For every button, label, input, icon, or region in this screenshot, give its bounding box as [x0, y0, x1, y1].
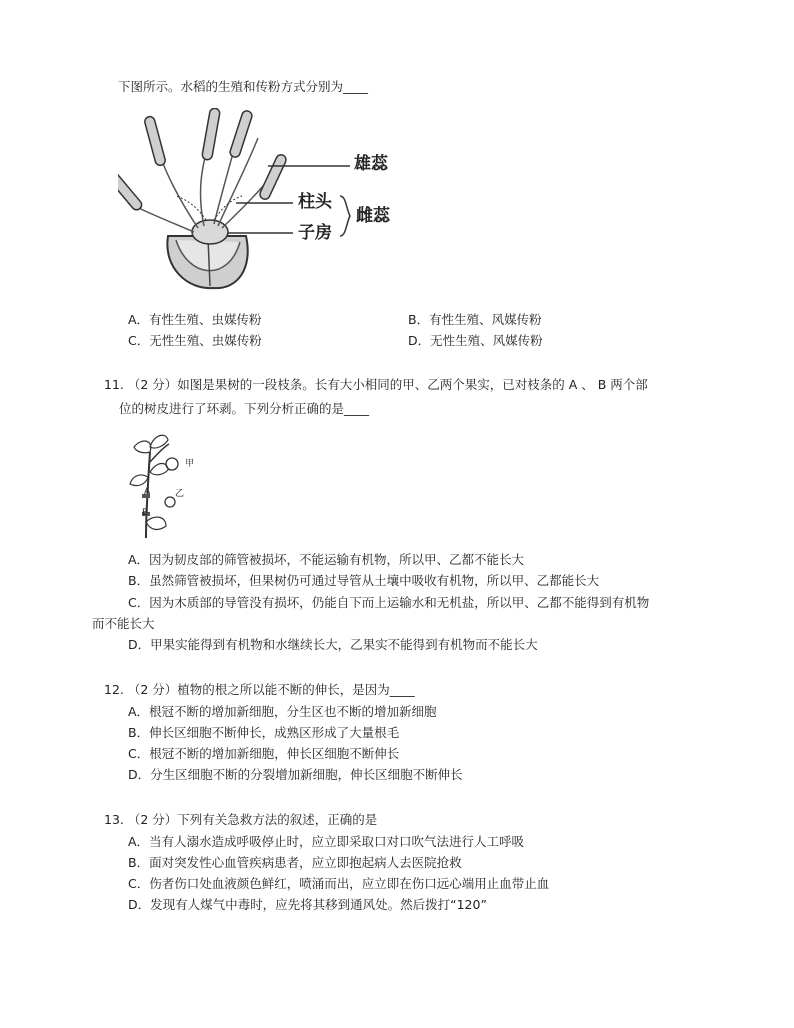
- q13-option-b[interactable]: B．面对突发性心血管疾病患者，应立即抱起病人去医院抢救: [128, 855, 462, 870]
- q11-option-d[interactable]: D．甲果实能得到有机物和水继续长大，乙果实不能得到有机物而不能长大: [128, 637, 538, 652]
- q10-option-c[interactable]: C．无性生殖、虫媒传粉: [128, 333, 262, 348]
- fruit-branch-figure: [124, 432, 204, 540]
- q11-stem-line2: 位的树皮进行了环剥。下列分析正确的是____: [119, 401, 370, 416]
- q12-option-c[interactable]: C．根冠不断的增加新细胞，伸长区细胞不断伸长: [128, 746, 400, 761]
- q10-option-a[interactable]: A．有性生殖、虫媒传粉: [128, 312, 262, 327]
- q10-intro: 下图所示。水稻的生殖和传粉方式分别为____: [118, 79, 369, 94]
- q11-option-c-continued: 而不能长大: [92, 616, 155, 631]
- q13-option-c[interactable]: C．伤者伤口处血液颜色鲜红，喷涌而出，应立即在伤口远心端用止血带止血: [128, 876, 550, 891]
- q12-option-d[interactable]: D．分生区细胞不断的分裂增加新细胞，伸长区细胞不断伸长: [128, 767, 463, 782]
- label-yi: 乙: [175, 489, 185, 499]
- q13-option-d[interactable]: D．发现有人煤气中毒时，应先将其移到通风处。然后拨打“120”: [128, 897, 487, 912]
- label-stigma: 柱头: [298, 192, 332, 212]
- q10-option-d[interactable]: D．无性生殖、风媒传粉: [408, 333, 543, 348]
- label-stamen: 雄蕊: [354, 154, 388, 174]
- label-pistil: 雌蕊: [356, 206, 390, 226]
- label-b: B: [142, 508, 149, 518]
- q12-stem: 12. （2 分）植物的根之所以能不断的伸长，是因为____: [104, 682, 415, 697]
- q11-option-a[interactable]: A．因为韧皮部的筛管被损坏，不能运输有机物，所以甲、乙都不能长大: [128, 552, 525, 567]
- q11-option-b[interactable]: B．虽然筛管被损坏，但果树仍可通过导管从土壤中吸收有机物，所以甲、乙都能长大: [128, 573, 600, 588]
- rice-flower-figure: [118, 108, 418, 298]
- label-ovary: 子房: [298, 223, 332, 243]
- q11-option-c[interactable]: C．因为木质部的导管没有损坏，仍能自下而上运输水和无机盐，所以甲、乙都不能得到有机物: [128, 595, 650, 610]
- q12-option-a[interactable]: A．根冠不断的增加新细胞，分生区也不断的增加新细胞: [128, 704, 437, 719]
- q13-stem: 13. （2 分）下列有关急救方法的叙述，正确的是: [104, 812, 378, 827]
- q13-option-a[interactable]: A．当有人溺水造成呼吸停止时，应立即采取口对口吹气法进行人工呼吸: [128, 834, 525, 849]
- label-a: A: [144, 487, 151, 497]
- label-jia: 甲: [185, 459, 195, 469]
- q12-option-b[interactable]: B．伸长区细胞不断伸长，成熟区形成了大量根毛: [128, 725, 400, 740]
- q10-option-b[interactable]: B．有性生殖、风媒传粉: [408, 312, 542, 327]
- q11-stem-line1: 11. （2 分）如图是果树的一段枝条。长有大小相同的甲、乙两个果实，已对枝条的 A 、 B 两个部: [104, 377, 648, 392]
